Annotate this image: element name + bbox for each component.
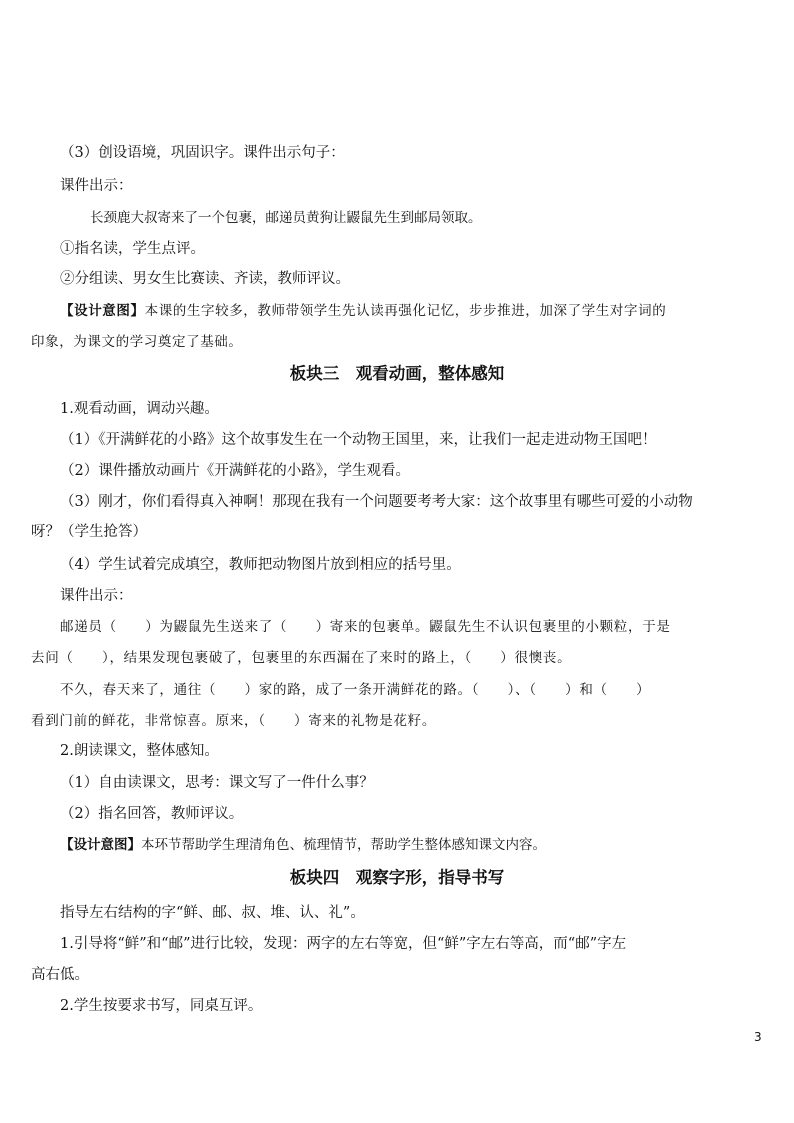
paragraph: 课件出示： [60,178,133,194]
paragraph: 指导左右结构的字“鲜、邮、叔、堆、认、礼”。 [60,905,365,921]
design-intent [60,301,666,321]
paragraph: 2.学生按要求书写，同桌互评。 [60,998,263,1014]
page-number: 3 [754,1030,762,1044]
paragraph-continued: 呀？（学生抢答） [31,524,147,540]
section-heading: 板块四 观察字形，指导书写 [289,868,505,887]
paragraph: （2）指名回答，教师评议。 [60,806,244,822]
fill-blank-text: 不久，春天来了，通往（ ）家的路，成了一条开满鲜花的路。（ ）、（ ）和（ ） [60,682,651,698]
fill-blank-text: 看到门前的鲜花，非常惊喜。原来，（ ）寄来的礼物是花籽。 [31,713,437,729]
design-intent-continued: 印象，为课文的学习奠定了基础。 [31,334,243,350]
paragraph: （3）创设语境，巩固识字。课件出示句子： [60,145,345,161]
paragraph: （3）刚才，你们看得真入神啊！那现在我有一个问题要考考大家：这个故事里有哪些可爱的小动物 [60,494,693,510]
paragraph: （4）学生试着完成填空，教师把动物图片放到相应的括号里。 [60,557,461,573]
paragraph: 1.引导将“鲜”和“邮”进行比较，发现：两字的左右等宽，但“鲜”字左右等高，而“邮”字左 [60,936,627,952]
paragraph: （1）自由读课文，思考：课文写了一件什么事？ [60,775,374,791]
design-intent-text: 本环节帮助学生理清角色、梳理情节，帮助学生整体感知课文内容。 [141,837,546,853]
section-heading: 板块三 观看动画，整体感知 [289,364,505,383]
example-sentence: 长颈鹿大叔寄来了一个包裹，邮递员黄狗让鼹鼠先生到邮局领取。 [90,210,482,226]
fill-blank-text: 邮递员（ ）为鼹鼠先生送来了（ ）寄来的包裹单。鼹鼠先生不认识包裹里的小颗粒，于是 [60,619,671,635]
paragraph: 2.朗读课文，整体感知。 [60,743,219,759]
design-intent-tag: 【设计意图】 [60,837,141,853]
fill-blank-text: 去问（ ），结果发现包裹破了，包裹里的东西漏在了来时的路上，（ ）很懊丧。 [31,650,572,666]
paragraph: 1.观看动画，调动兴趣。 [60,401,219,417]
paragraph: （2）课件播放动画片《开满鲜花的小路》，学生观看。 [60,463,410,479]
paragraph: ②分组读、男女生比赛读、齐读，教师评议。 [60,271,350,287]
design-intent-text: 本课的生字较多，教师带领学生先认读再强化记忆，步步推进，加深了学生对字词的 [144,303,667,319]
paragraph: （1）《开满鲜花的小路》这个故事发生在一个动物王国里，来，让我们一起走进动物王国吧！ [60,432,657,448]
paragraph: 课件出示： [60,588,133,604]
design-intent-tag: 【设计意图】 [60,303,145,319]
design-intent [60,835,546,855]
paragraph-continued: 高右低。 [31,967,89,983]
paragraph: ①指名读，学生点评。 [60,241,205,257]
